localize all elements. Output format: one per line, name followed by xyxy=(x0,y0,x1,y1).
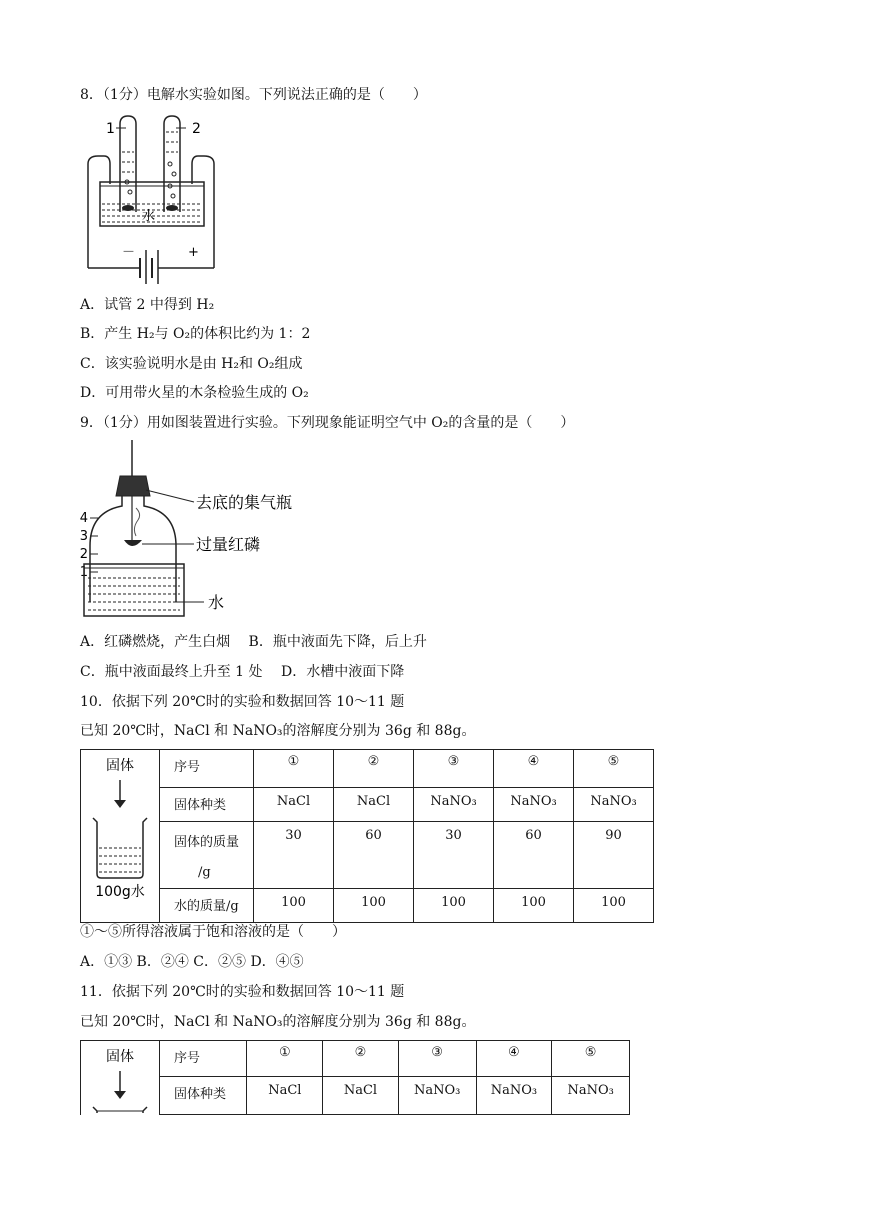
header-4: ④ xyxy=(476,1041,552,1077)
tube-1-label: 1 xyxy=(106,121,115,137)
water-2: 100 xyxy=(334,889,414,923)
positive-label: + xyxy=(188,245,199,260)
q8-option-c: C．该实验说明水是由 H₂和 O₂组成 xyxy=(80,356,303,372)
row-water-label: 水的质量/g xyxy=(160,889,254,923)
q9-stem: 9．（1分）用如图装置进行实验。下列现象能证明空气中 O₂的含量的是（ ） xyxy=(80,415,575,431)
q8-option-a: A．试管 2 中得到 H₂ xyxy=(80,297,215,313)
beaker-figure-cell xyxy=(81,1041,160,1115)
row-mass-label xyxy=(160,822,254,889)
type-2: NaCl xyxy=(323,1077,399,1115)
bottle-label: 去底的集气瓶 xyxy=(196,493,293,512)
q8-stem: 8．（1分）电解水实验如图。下列说法正确的是（ ） xyxy=(80,87,427,103)
row-type-label: 固体种类 xyxy=(160,788,254,822)
water-4: 100 xyxy=(494,889,574,923)
q9-options-row-2: C．瓶中液面最终上升至 1 处 D．水槽中液面下降 xyxy=(80,664,405,680)
q10-question: ①～⑤所得溶液属于饱和溶液的是（ ） xyxy=(80,924,346,940)
mass-5: 90 xyxy=(574,822,654,889)
type-5: NaNO₃ xyxy=(574,788,654,822)
q8-option-d: D．可用带火星的木条检验生成的 O₂ xyxy=(80,385,309,401)
solid-label: 固体 xyxy=(106,1049,134,1065)
tick-4: 4 xyxy=(79,511,88,526)
tick-2: 2 xyxy=(79,547,88,562)
q8-option-b: B．产生 H₂与 O₂的体积比约为 1：2 xyxy=(80,326,311,342)
header-1: ① xyxy=(247,1041,323,1077)
type-5: NaNO₃ xyxy=(552,1077,630,1115)
header-seq: 序号 xyxy=(160,750,254,788)
type-3: NaNO₃ xyxy=(398,1077,476,1115)
electrolysis-figure xyxy=(80,112,230,284)
type-3: NaNO₃ xyxy=(414,788,494,822)
tube-2-label: 2 xyxy=(192,121,201,137)
water-5: 100 xyxy=(574,889,654,923)
header-2: ② xyxy=(334,750,414,788)
header-5: ⑤ xyxy=(552,1041,630,1077)
water-1: 100 xyxy=(254,889,334,923)
q9-options-row-1: A．红磷燃烧，产生白烟 B．瓶中液面先下降，后上升 xyxy=(80,634,427,650)
mass-3: 30 xyxy=(414,822,494,889)
q10-known: 已知 20℃时，NaCl 和 NaNO₃的溶解度分别为 36g 和 88g。 xyxy=(80,723,476,739)
water-label: 水 xyxy=(142,209,156,224)
solid-label: 固体 xyxy=(106,758,134,774)
header-3: ③ xyxy=(414,750,494,788)
beaker-figure xyxy=(81,750,159,918)
type-4: NaNO₃ xyxy=(476,1077,552,1115)
row-type-label: 固体种类 xyxy=(160,1077,247,1115)
q10-intro: 10．依据下列 20℃时的实验和数据回答 10～11 题 xyxy=(80,694,405,710)
phosphorus-oxygen-figure xyxy=(79,440,314,622)
row-mass-label-line1: 固体的质量 xyxy=(174,835,240,850)
q11-known: 已知 20℃时，NaCl 和 NaNO₃的溶解度分别为 36g 和 88g。 xyxy=(80,1014,476,1030)
header-1: ① xyxy=(254,750,334,788)
q10-data-table xyxy=(80,749,654,923)
water-label: 水 xyxy=(208,593,225,612)
beaker-figure-partial xyxy=(81,1041,159,1113)
tick-1: 1 xyxy=(79,565,88,580)
q11-data-table xyxy=(80,1040,630,1115)
tick-3: 3 xyxy=(79,529,88,544)
water-100g-label: 100g水 xyxy=(95,884,145,900)
type-1: NaCl xyxy=(247,1077,323,1115)
header-2: ② xyxy=(323,1041,399,1077)
mass-4: 60 xyxy=(494,822,574,889)
q10-options: A．①③ B．②④ C．②⑤ D．④⑤ xyxy=(80,954,304,970)
phosphorus-label: 过量红磷 xyxy=(196,535,261,554)
beaker-figure-cell xyxy=(81,750,160,923)
header-3: ③ xyxy=(398,1041,476,1077)
type-4: NaNO₃ xyxy=(494,788,574,822)
row-mass-label-line2: /g xyxy=(198,865,211,880)
water-3: 100 xyxy=(414,889,494,923)
type-2: NaCl xyxy=(334,788,414,822)
mass-1: 30 xyxy=(254,822,334,889)
q11-intro: 11．依据下列 20℃时的实验和数据回答 10～11 题 xyxy=(80,984,405,1000)
type-1: NaCl xyxy=(254,788,334,822)
header-4: ④ xyxy=(494,750,574,788)
mass-2: 60 xyxy=(334,822,414,889)
header-5: ⑤ xyxy=(574,750,654,788)
negative-label: － xyxy=(122,245,136,260)
header-seq: 序号 xyxy=(160,1041,247,1077)
